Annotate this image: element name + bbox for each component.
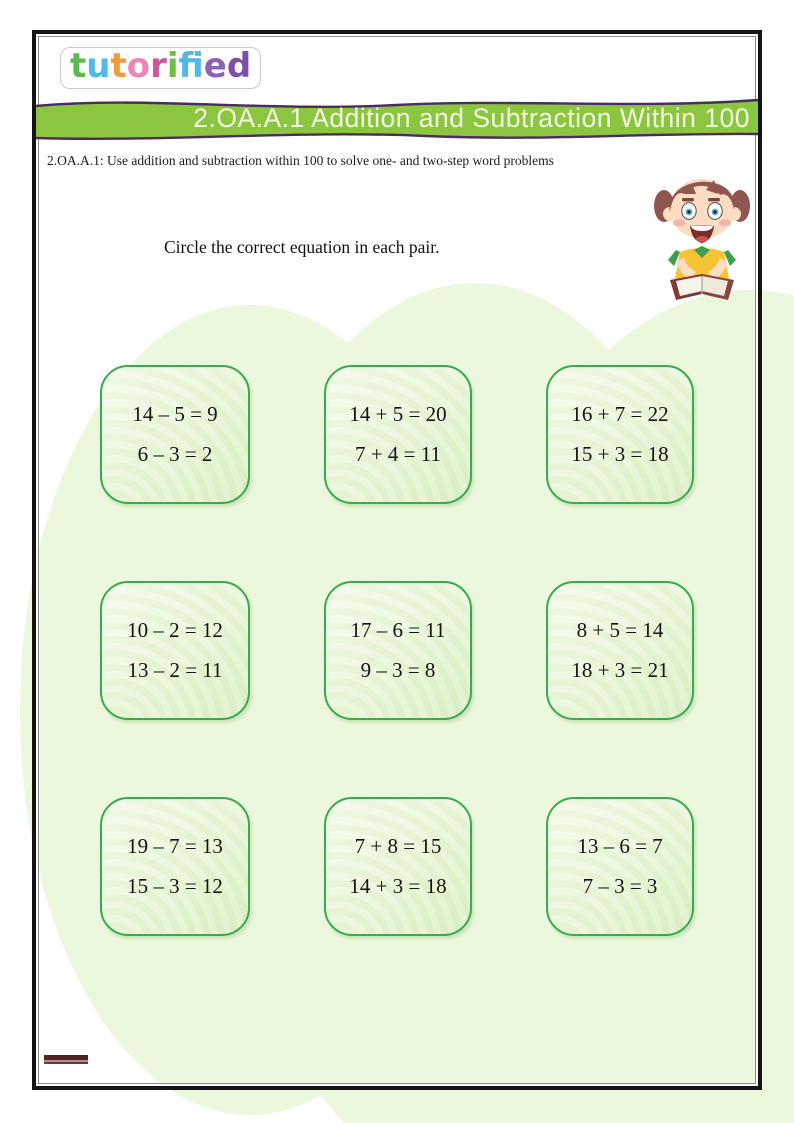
equation-card-2 [324,365,472,504]
equation-option[interactable]: 7 + 8 = 15 [354,834,442,858]
equation-option[interactable]: 13 – 2 = 11 [127,658,223,682]
equation-option[interactable]: 7 + 4 = 11 [355,442,441,466]
equation-option[interactable]: 7 – 3 = 3 [582,874,658,898]
instruction-text: Circle the correct equation in each pair. [164,237,440,257]
equation-option[interactable]: 6 – 3 = 2 [137,442,213,466]
equation-option[interactable]: 9 – 3 = 8 [360,658,436,682]
equation-option[interactable]: 16 + 7 = 22 [571,402,669,426]
page-title: 2.OA.A.1 Addition and Subtraction Within 100 [193,102,750,133]
equation-card-9 [546,797,694,936]
title-banner [36,93,758,145]
equation-card-1 [100,365,250,504]
logo-letter: i [166,46,179,86]
footer-ribbon-mark [44,1055,88,1064]
equation-card-4 [100,581,250,720]
equation-option[interactable]: 14 – 5 = 9 [132,402,218,426]
logo-letter: d [226,46,252,86]
equation-option[interactable]: 15 – 3 = 12 [127,874,223,898]
worksheet-page-frame [32,30,762,1090]
equation-option[interactable]: 18 + 3 = 21 [571,658,669,682]
tutorified-logo [60,47,261,89]
equation-card-3 [546,365,694,504]
equation-option[interactable]: 17 – 6 = 11 [350,618,446,642]
boy-reading-illustration [640,154,766,304]
logo-letter: t [110,46,127,86]
logo-letter: o [126,46,151,86]
equation-card-6 [546,581,694,720]
logo-letter: t [70,46,87,86]
equation-option[interactable]: 8 + 5 = 14 [576,618,664,642]
equation-card-8 [324,797,472,936]
equation-option[interactable]: 13 – 6 = 7 [577,834,663,858]
standard-description: 2.OA.A.1: Use addition and subtraction within 100 to solve one- and two-step word problems [47,153,554,168]
logo-letter: u [86,46,111,86]
equation-cards-grid [100,365,694,936]
equation-option[interactable]: 14 + 3 = 18 [349,874,447,898]
equation-card-7 [100,797,250,936]
equation-card-5 [324,581,472,720]
logo-letter: f [178,46,204,86]
logo-letter: r [150,46,167,86]
equation-option[interactable]: 15 + 3 = 18 [571,442,669,466]
equation-option[interactable]: 10 – 2 = 12 [127,618,223,642]
logo-letter: e [203,46,227,86]
equation-option[interactable]: 19 – 7 = 13 [127,834,223,858]
equation-option[interactable]: 14 + 5 = 20 [349,402,447,426]
